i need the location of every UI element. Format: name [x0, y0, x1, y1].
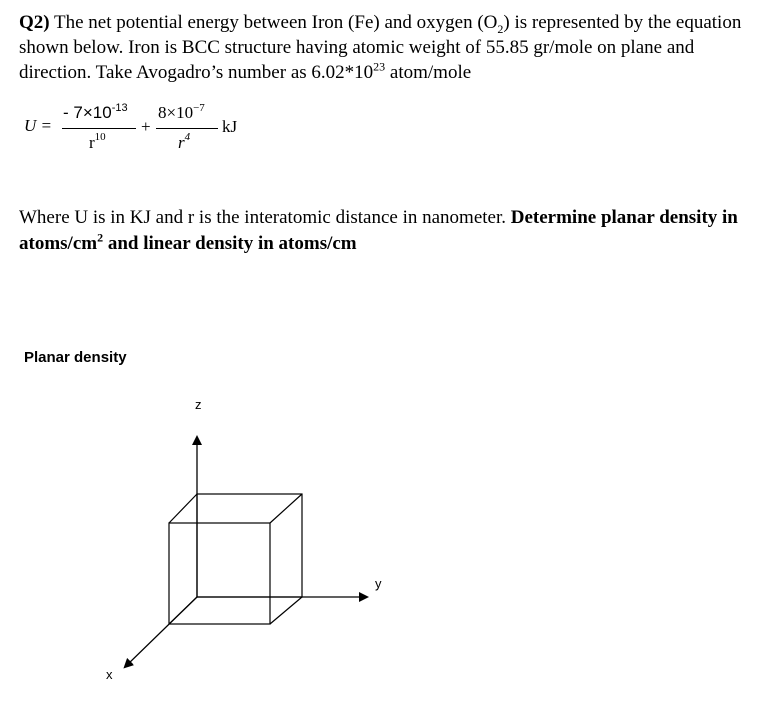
term2-denominator-exponent: 4 [184, 131, 191, 143]
section-title: Planar density [24, 349, 127, 366]
cube-edge-bottom-right [270, 597, 302, 624]
equation-lhs: U = [24, 116, 52, 135]
task-bold-1: Determine planar density in atoms/cm [19, 207, 738, 254]
equation-unit: kJ [222, 117, 238, 136]
cube-edge-top-right [270, 494, 302, 523]
term1-denominator-base: r [89, 133, 95, 152]
y-axis-label: y [375, 576, 382, 591]
intro-text-3: atom/mole [385, 62, 472, 83]
o2-subscript: 2 [497, 21, 504, 36]
cube-back-face [197, 494, 302, 597]
term2-numerator-exponent: −7 [193, 102, 205, 114]
task-bold-2: and linear density in atoms/cm [103, 233, 357, 254]
question-label: Q2) [19, 12, 50, 33]
term2-denominator-base: r [178, 133, 185, 152]
cube-edge-top-left [169, 494, 197, 523]
task-text: Where U is in KJ and r is the interatomic distance in nanometer. [19, 207, 511, 228]
avogadro-exponent: 23 [373, 59, 386, 74]
term1-denominator-exponent: 10 [94, 131, 106, 143]
term1-numerator-exponent: -13 [111, 102, 128, 114]
intro-text-2: ) is represented by the equation shown below. Iron is BCC structure having atomic weight of 55.85 gr/mole on plane and direction. Take Avogadro’s number as 6.02*10 [19, 12, 742, 83]
plus-sign: + [141, 117, 151, 136]
x-axis-label: x [106, 667, 113, 682]
intro-text-1: The net potential energy between Iron (Fe) and oxygen (O [49, 12, 498, 33]
term1-numerator-base: - 7×10 [63, 103, 112, 122]
area-exponent: 2 [97, 230, 104, 245]
z-axis-label: z [195, 397, 202, 412]
term2-numerator-base: 8×10 [158, 103, 194, 122]
cube-edge-bottom-left [169, 597, 197, 624]
